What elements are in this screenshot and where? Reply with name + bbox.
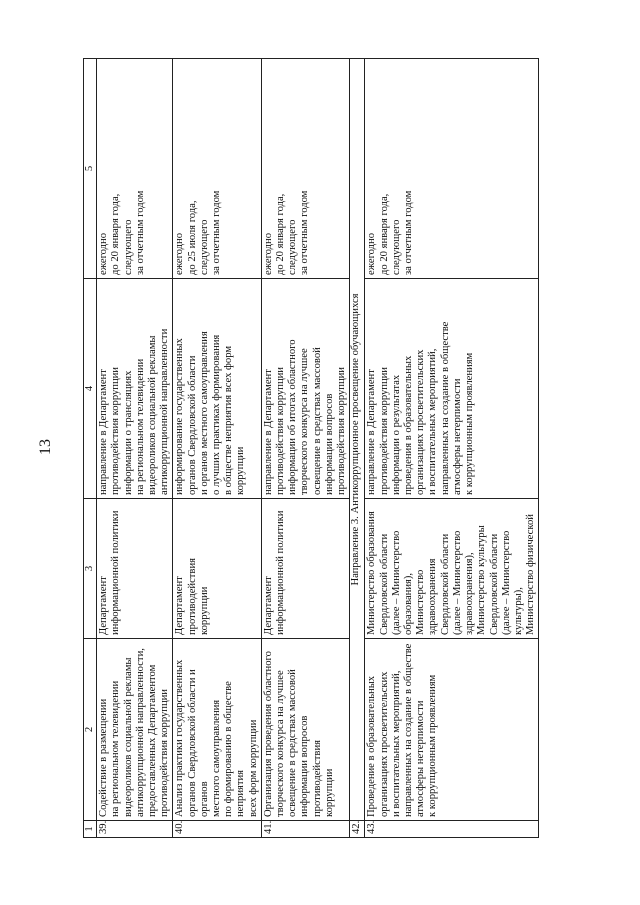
row-number: 41.: [261, 821, 349, 838]
deadline-text: ежегодно до 20 января года, следующего за отчетным годом: [98, 190, 146, 275]
row-number: 42.: [350, 821, 365, 838]
executor-text: Департамент информационной политики: [98, 510, 122, 635]
deadline-text: ежегодно до 20 января года, следующего за отчетным годом: [366, 190, 415, 275]
measure-text: Организация проведения областного творческого конкурса на лучшее освещение в средствах массовой информации вопросов противодействия коррупции: [262, 651, 335, 817]
executor-text: Министерство образования Свердловской области (далее – Министерство образования), Министерство здравоохранения Свердловской области (далее – Министерство здравоохранения), Министерство культуры Свердловской области (далее – Министерство культуры), Министерство физической: [366, 511, 537, 635]
executor-cell: [365, 499, 539, 639]
measure-cell: [97, 639, 173, 821]
measure-text: Содействие в размещении на региональном телевидении видеороликов социальной рекламы антикоррупционной направленности, предоставленных Департаментом противодействия коррупции: [98, 648, 171, 817]
measure-cell: [173, 639, 261, 821]
executor-text: Департамент информационной политики: [262, 510, 287, 635]
table-header-row: [84, 59, 97, 838]
row-number: 40.: [173, 821, 261, 838]
column-header-4: 4: [84, 279, 97, 499]
table-row-43: [365, 59, 539, 838]
table-row-41: [261, 59, 349, 838]
column-header-5: 5: [84, 59, 97, 279]
row-number: 43.: [365, 821, 539, 838]
row-number: 39.: [97, 821, 173, 838]
executor-cell: [97, 499, 173, 639]
deadline-text: ежегодно до 20 января года, следующего за отчетным годом: [262, 190, 311, 275]
measures-table: [83, 58, 539, 838]
section-row-42: [350, 59, 365, 838]
deadline-text: ежегодно до 25 июля года, следующего за отчетным годом: [174, 190, 223, 275]
measure-text: Анализ практики государственных органов Свердловской области и органов местного самоуправления по формированию в обществе неприятия всех форм коррупции: [174, 659, 259, 817]
measure-cell: [365, 639, 539, 821]
deadline-cell: [261, 59, 349, 279]
table-row-39: [97, 59, 173, 838]
result-cell: [365, 279, 539, 499]
result-text: направление в Департамент противодействия коррупции информации о результатах проведения в образовательных организациях просветительских и воспитательных мероприятий, направленных на создание в обществе атмосферы нетерпимости к коррупционным проявлениям: [366, 321, 476, 495]
result-text: информирование государственных органов Свердловской области и органов местного самоуправления о лучших практиках формирования в обществе неприятия всех форм коррупции: [174, 331, 247, 495]
result-cell: [173, 279, 261, 499]
result-text: направление в Департамент противодействия коррупции информации о трансляциях на региональном телевидении видеороликов социальной рекламы антикоррупционной направленности: [98, 328, 171, 495]
measure-text: Проведение в образовательных организациях просветительских и воспитательных мероприятий, направленных на создание в обществе атмосферы нетерпимости к коррупционным проявлениям: [366, 643, 439, 817]
executor-cell: [261, 499, 349, 639]
column-header-2: 2: [84, 639, 97, 821]
column-header-1: 1: [84, 821, 97, 838]
deadline-cell: [365, 59, 539, 279]
result-cell: [261, 279, 349, 499]
executor-text: Департамент противодействия коррупции: [174, 558, 210, 635]
rotated-table-container: [83, 58, 613, 838]
result-text: направление в Департамент противодействия коррупции информации об итогах областного творческого конкурса на лучшее освещение в средствах массовой информации вопросов противодействия коррупции: [262, 339, 348, 495]
section-title: Направление 3. Антикоррупционное просвещение обучающихся: [350, 59, 365, 821]
column-header-3: 3: [84, 499, 97, 639]
result-cell: [97, 279, 173, 499]
deadline-cell: [173, 59, 261, 279]
executor-cell: [173, 499, 261, 639]
table-row-40: [173, 59, 261, 838]
deadline-cell: [97, 59, 173, 279]
page-number: 13: [37, 439, 54, 455]
measure-cell: [261, 639, 349, 821]
